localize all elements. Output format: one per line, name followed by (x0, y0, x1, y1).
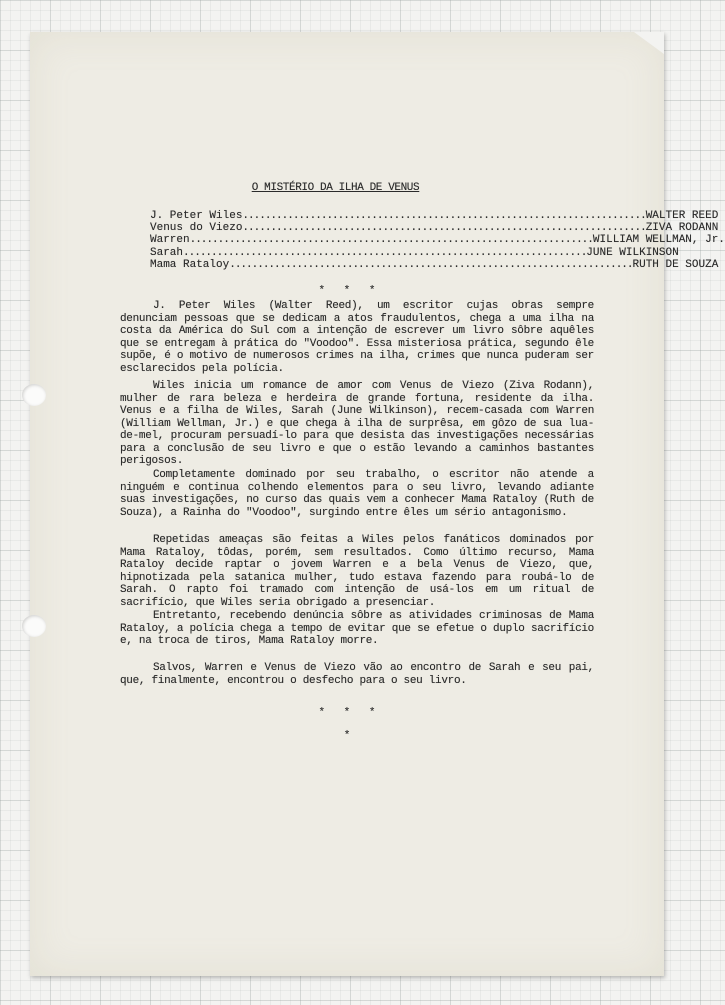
leader-dots: ........................................................................ (242, 210, 646, 222)
synopsis-paragraph: Entretanto, recebendo denúncia sôbre as atividades criminosas de Mama Rataloy, a polícia chega a tempo de evitar que se efetue o duplo sacrifício e, na troca de tiros, Mama Rataloy morre. (120, 610, 594, 647)
cast-actor: WILLIAM WELLMAN, Jr. (592, 234, 725, 247)
punch-hole (22, 615, 46, 637)
document-title: O MISTÉRIO DA ILHA DE VENUS (251, 182, 420, 194)
cast-row (150, 246, 679, 259)
end-marks: * * * (318, 707, 376, 719)
cast-actor: WALTER REED (645, 210, 719, 222)
cast-role: J. Peter Wiles (150, 210, 243, 222)
synopsis-paragraph: Completamente dominado por seu trabalho, o escritor não atende a ninguém e continua colhendo elementos para o seu livro, levando adiante suas investigações, no curso das quais vem a conhecer Mama Rataloy (Ruth de Souza), a Rainha do "Voodoo", surgindo entre êles um sério antagonismo. (120, 469, 594, 519)
cast-row (150, 222, 719, 235)
leader-dots: ........................................................................ (183, 246, 587, 259)
cast-actor: JUNE WILKINSON (586, 246, 679, 259)
synopsis-paragraph: J. Peter Wiles (Walter Reed), um escritor cujas obras sempre denunciam pessoas que se dedicam a atos fraudulentos, chega a uma ilha na costa da América do Sul com a intenção de escrever um livro sôbre aquêles que se entregam à prática do "Voodoo". Essa misteriosa prática, segundo êle supõe, é o motivo de numerosos crimes na ilha, crimes que nunca puderam ser esclarecidos pela polícia. (120, 300, 594, 375)
leader-dots: ........................................................................ (229, 258, 633, 271)
cast-role: Mama Rataloy (150, 258, 230, 271)
cast-role: Venus do Viezo (150, 222, 243, 235)
cast-role: Warren (150, 234, 190, 247)
section-separator: * * * (318, 285, 376, 297)
cast-role: Sarah (150, 246, 184, 259)
folded-corner (634, 32, 664, 54)
leader-dots: ........................................................................ (242, 222, 646, 235)
punch-hole (22, 384, 46, 406)
synopsis-paragraph: Repetidas ameaças são feitas a Wiles pelos fanáticos dominados por Mama Rataloy, tôdas, porém, sem resultados. Como último recurso, Mama Rataloy decide raptar o jovem Warren e a bela Venus de Viezo, que, hipnotizada pela satanica mulher, tudo estava fazendo para roubá-lo de Sarah. O rapto foi tramado com intenção de usá-los em um ritual de sacrifício, que Wiles seria obrigado a presenciar. (120, 534, 594, 609)
cast-row (150, 258, 719, 271)
cast-actor: ZIVA RODANN (645, 222, 719, 235)
end-mark: * (343, 730, 351, 742)
cast-row (150, 210, 719, 222)
synopsis-paragraph: Wiles inicia um romance de amor com Venus de Viezo (Ziva Rodann), mulher de rara beleza e herdeira de grande fortuna, residente da ilha. Venus e a filha de Wiles, Sarah (June Wilkinson), recem-casada com Warren (William Wellman, Jr.) e que chega à ilha de surprêsa, em gôzo de sua lua-de-mel, procuram persuadí-lo para que desista das investigações necessárias para a conclusão de seu livro e que o estão levando a caminhos bastantes perigosos. (120, 380, 594, 467)
cast-list (150, 210, 725, 271)
typed-sheet (30, 32, 725, 976)
cast-row (150, 234, 725, 247)
cast-actor: RUTH DE SOUZA (632, 258, 719, 271)
leader-dots: ........................................................................ (189, 234, 593, 247)
synopsis-paragraph: Salvos, Warren e Venus de Viezo vão ao encontro de Sarah e seu pai, que, finalmente, encontrou o desfecho para o seu livro. (120, 662, 594, 687)
